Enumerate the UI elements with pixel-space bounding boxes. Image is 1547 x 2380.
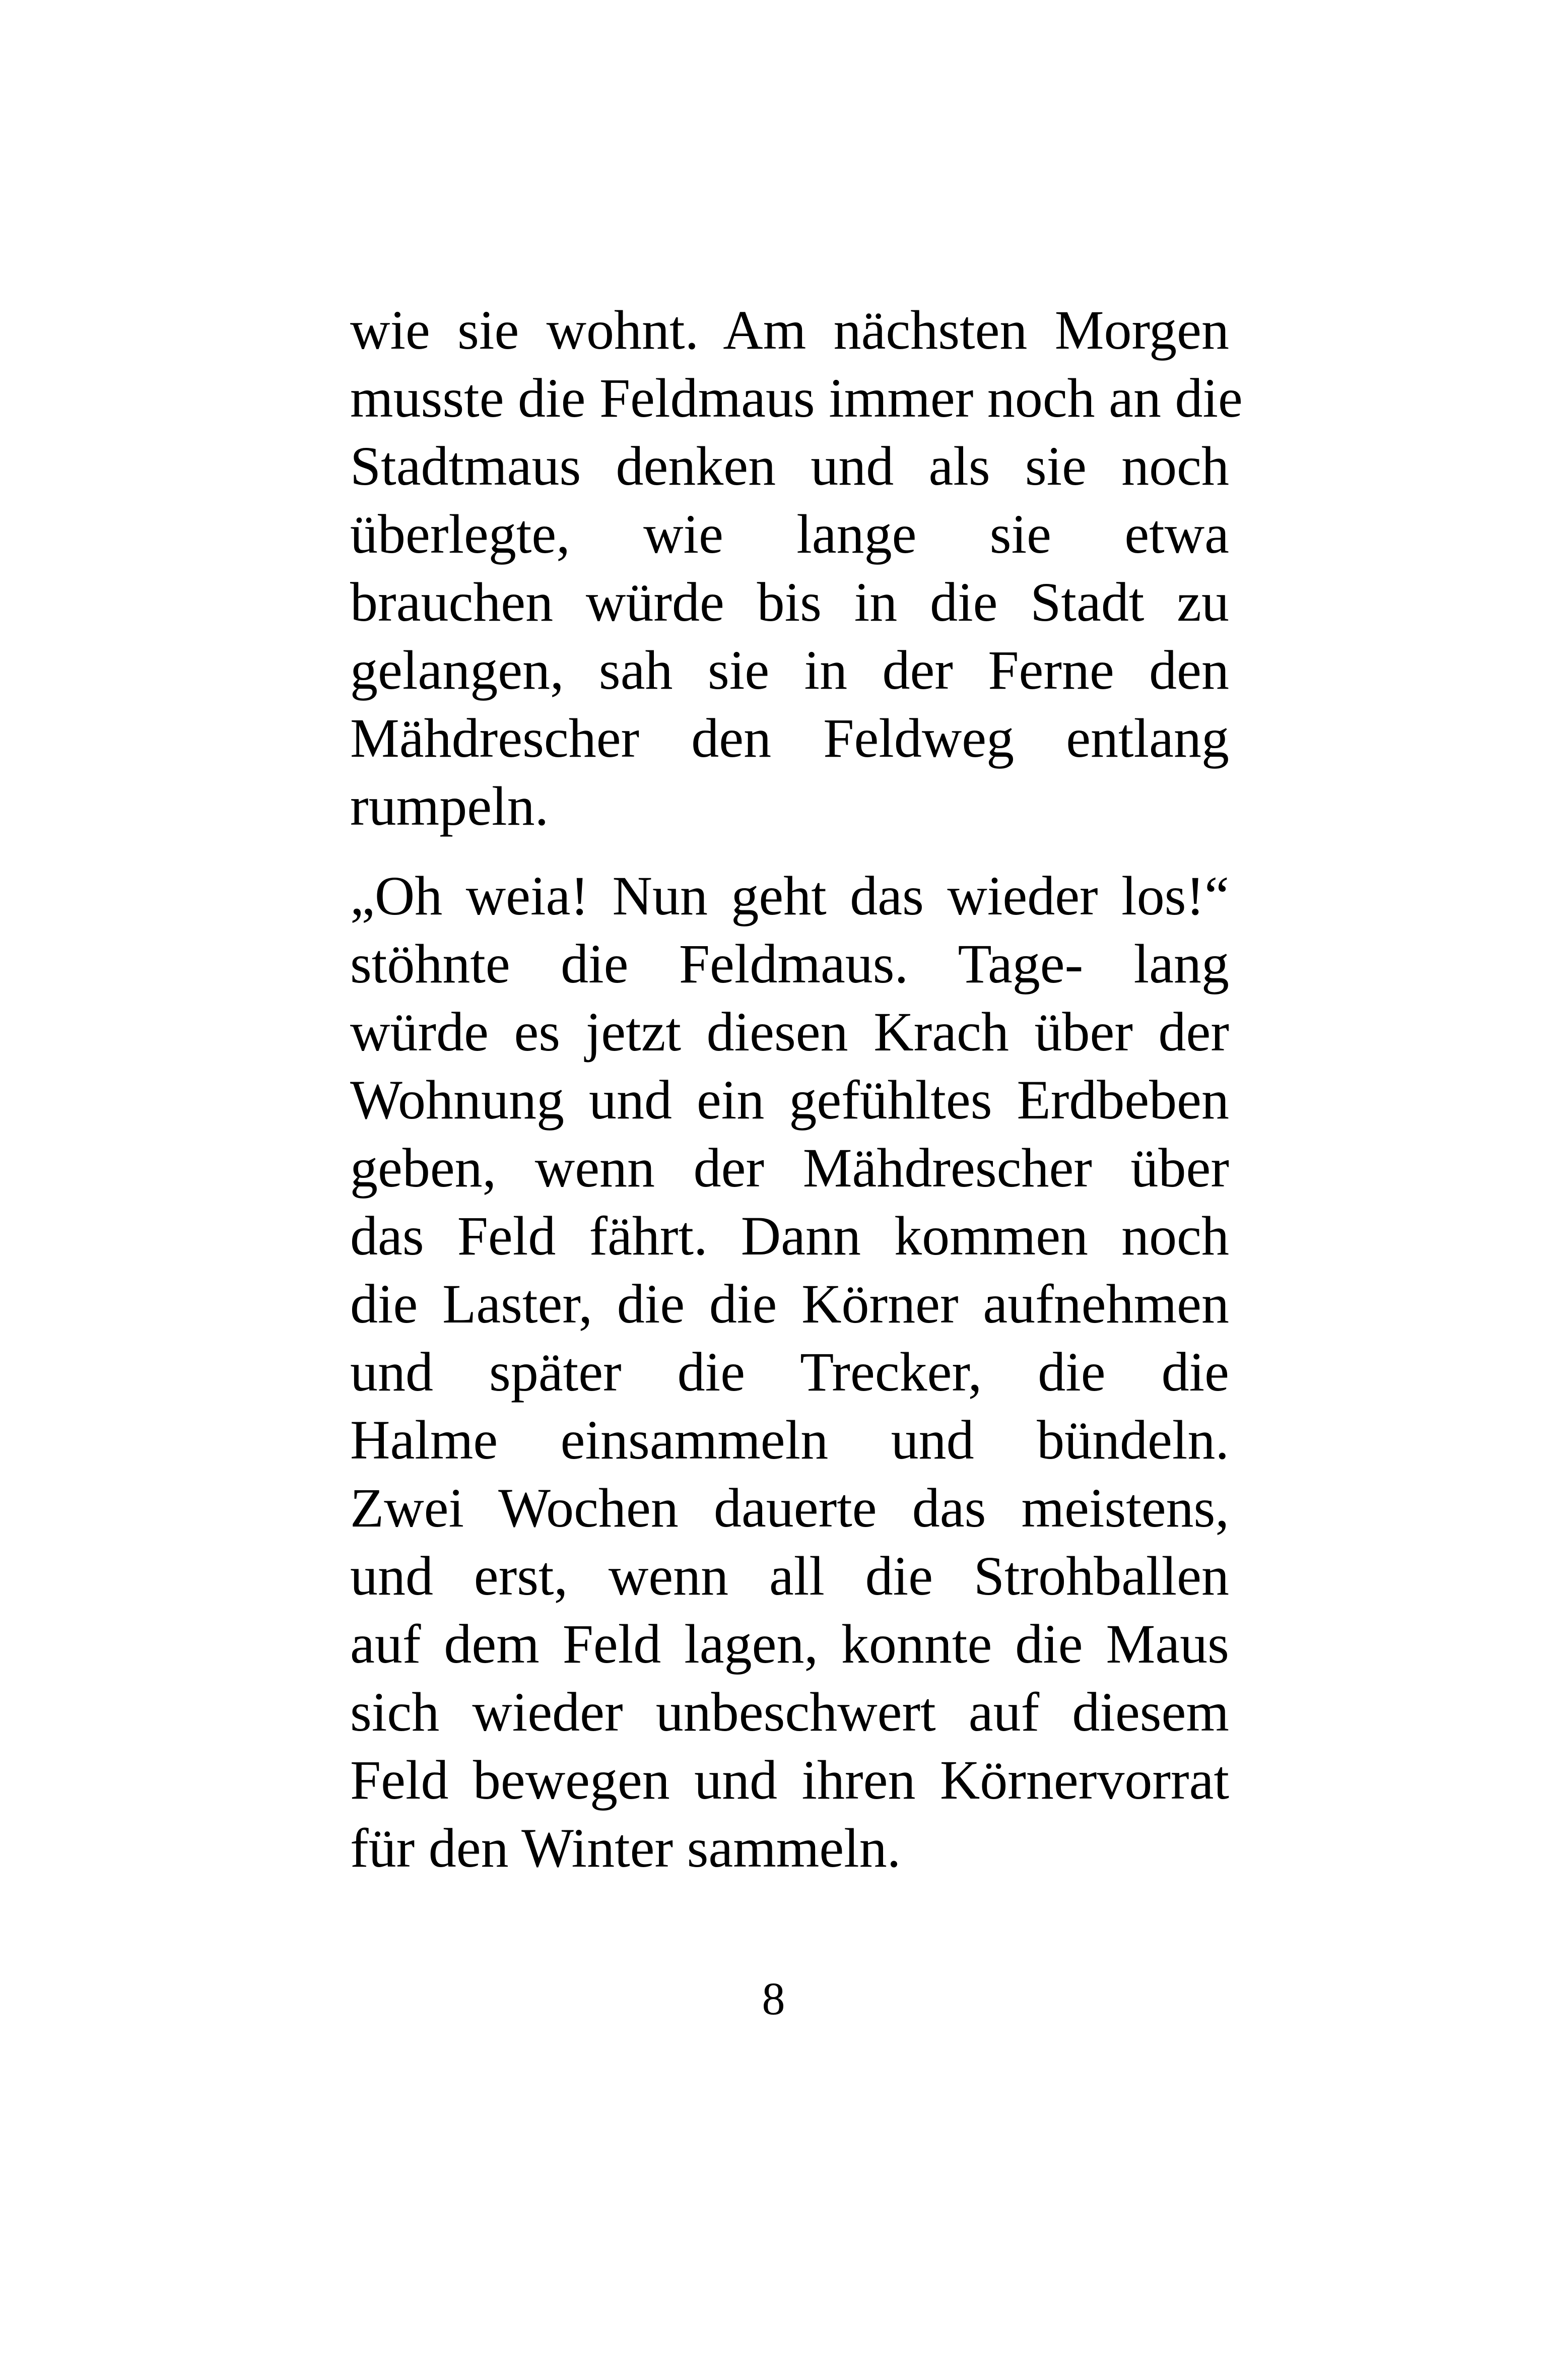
text-line: gelangen, sah sie in der Ferne den	[350, 639, 1229, 701]
text-line: „Oh weia! Nun geht das wieder los!“	[350, 865, 1229, 927]
text-line: und erst, wenn all die Strohballen	[350, 1545, 1229, 1607]
text-line: das Feld fährt. Dann kommen noch	[350, 1205, 1229, 1267]
page-number: 8	[762, 1973, 785, 2024]
text-line: Feld bewegen und ihren Körnervorrat	[350, 1749, 1229, 1811]
paragraph-1	[350, 296, 1243, 840]
text-line: Mähdrescher den Feldweg entlang	[350, 707, 1229, 769]
body-text	[350, 296, 1243, 1882]
text-line: stöhnte die Feldmaus. Tage- lang	[350, 933, 1229, 995]
text-line: brauchen würde bis in die Stadt zu	[350, 571, 1229, 633]
text-line: rumpeln.	[350, 775, 549, 837]
paragraph-2	[350, 862, 1229, 1882]
text-line: sich wieder unbeschwert auf diesem	[350, 1681, 1229, 1743]
text-line: und später die Trecker, die die	[350, 1341, 1229, 1403]
text-line: würde es jetzt diesen Krach über der	[350, 1001, 1229, 1063]
text-line: auf dem Feld lagen, konnte die Maus	[350, 1613, 1229, 1675]
text-line: Halme einsammeln und bündeln.	[350, 1409, 1229, 1471]
text-line: musste die Feldmaus immer noch an die	[350, 367, 1243, 429]
text-line: Stadtmaus denken und als sie noch	[350, 435, 1229, 497]
text-line: Wohnung und ein gefühltes Erdbeben	[350, 1069, 1229, 1131]
text-line: wie sie wohnt. Am nächsten Morgen	[350, 299, 1229, 361]
text-line: für den Winter sammeln.	[350, 1817, 901, 1879]
text-line: die Laster, die die Körner aufnehmen	[350, 1273, 1229, 1335]
text-line: überlegte, wie lange sie etwa	[350, 503, 1229, 565]
text-line: geben, wenn der Mähdrescher über	[350, 1137, 1229, 1199]
text-line: Zwei Wochen dauerte das meistens,	[350, 1477, 1229, 1539]
